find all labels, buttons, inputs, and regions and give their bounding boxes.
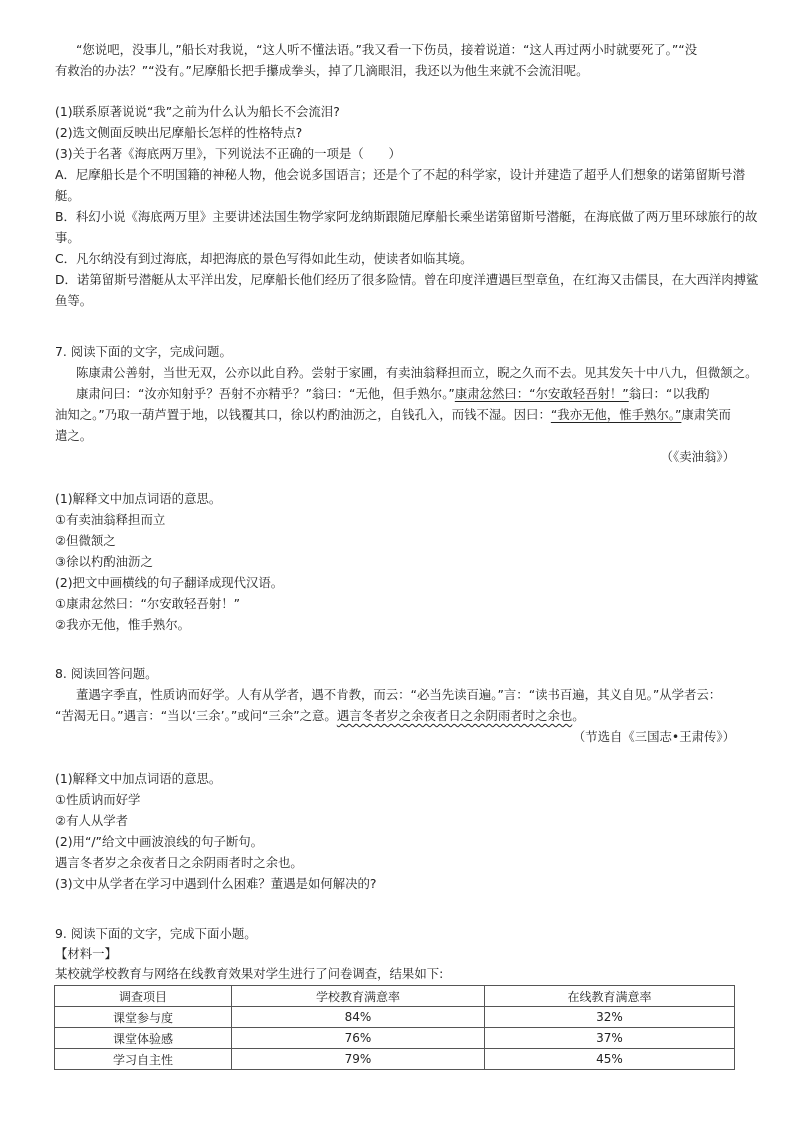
q9-heading: 9. 阅读下面的文字，完成下面小题。	[55, 926, 257, 941]
q8-wavy-sentence: 遇言冬者岁之余夜者日之余阴雨者时之余也	[336, 708, 573, 723]
q8-passage-2c: 。	[572, 708, 585, 723]
q6-option-a-cont: 艇。	[55, 188, 80, 203]
q6-question-3: (3)关于名著《海底两万里》，下列说法不正确的一项是（ ）	[55, 146, 401, 161]
q6-option-a: A．尼摩船长是个不明国籍的神秘人物，他会说多国语言；还是个了不起的科学家，设计并建造了超乎人们想象的诺第留斯号潜	[55, 167, 745, 182]
table-row	[55, 1007, 735, 1028]
table-cell: 37%	[485, 1028, 735, 1049]
table-cell: 课堂体验感	[55, 1028, 232, 1049]
q7-item-1: ①有卖油翁释担而立	[55, 512, 166, 527]
q8-source: （节选自《三国志•王肃传》）	[572, 729, 735, 744]
q7-underlined-sentence-1: 康肃忿然曰：“尔安敢轻吾射！”	[454, 386, 629, 401]
q7-passage-2a: 康肃问曰：“汝亦知射乎？吾射不亦精乎？”翁曰：“无他，但手熟尔。”	[76, 386, 455, 401]
q8-passage-line-1: 董遇字季直，性质讷而好学。人有从学者，遇不肯教，而云：“必当先读百遍。”言：“读书百遍，其义自见。”从学者云：	[76, 687, 722, 702]
q8-heading: 8. 阅读回答问题。	[55, 666, 158, 681]
q7-passage-line-2	[76, 384, 745, 404]
q7-item-2: ②但微颔之	[55, 533, 116, 548]
q7-passage-line-4: 遣之。	[55, 428, 93, 443]
q8-sentence-to-punctuate: 遇言冬者岁之余夜者日之余阴雨者时之余也。	[55, 855, 303, 870]
table-cell: 学习自主性	[55, 1049, 232, 1070]
table-cell: 32%	[485, 1007, 735, 1028]
q7-heading: 7. 阅读下面的文字，完成问题。	[55, 344, 232, 359]
q6-option-c: C．凡尔纳没有到过海底，却把海底的景色写得如此生动，使读者如临其境。	[55, 251, 473, 266]
q7-item-5: ②我亦无他，惟手熟尔。	[55, 617, 191, 632]
q8-question-1: (1)解释文中加点词语的意思。	[55, 771, 222, 786]
q6-option-b: B．科幻小说《海底两万里》主要讲述法国生物学家阿龙纳斯跟随尼摩船长乘坐诺第留斯号潜艇，在海底做了两万里环球旅行的故	[55, 209, 758, 224]
q7-item-3: ③徐以杓酌油沥之	[55, 554, 153, 569]
q9-material-label: 【材料一】	[55, 946, 117, 961]
table-cell: 79%	[232, 1049, 485, 1070]
q7-passage-3a: 油知之。”乃取一葫芦置于地，以钱覆其口，徐以杓酌油沥之，自钱孔入，而钱不湿。因曰：	[55, 407, 551, 422]
table-cell: 45%	[485, 1049, 735, 1070]
q6-passage-line-1: “您说吧，没事儿，”船长对我说，“这人听不懂法语。”我又看一下伤员，接着说道：“这人再过两小时就要死了。”“没	[76, 42, 698, 57]
q7-passage-3c: 康肃笑而	[681, 407, 731, 422]
q6-question-2: (2)选文侧面反映出尼摩船长怎样的性格特点?	[55, 125, 303, 140]
q6-option-d: D．诺第留斯号潜艇从太平洋出发，尼摩船长他们经历了很多险情。曾在印度洋遭遇巨型章鱼，在红海又击儒艮，在大西洋肉搏鲨	[55, 272, 759, 287]
q8-item-1: ①性质讷而好学	[55, 792, 141, 807]
survey-table	[54, 985, 735, 1070]
q8-question-3: (3)文中从学者在学习中遇到什么困难？董遇是如何解决的?	[55, 876, 377, 891]
table-header-cell: 调查项目	[55, 986, 232, 1007]
table-cell: 76%	[232, 1028, 485, 1049]
q8-question-2: (2)用“/”给文中画波浪线的句子断句。	[55, 834, 264, 849]
table-cell: 课堂参与度	[55, 1007, 232, 1028]
q8-item-2: ②有人从学者	[55, 813, 129, 828]
table-header-row	[55, 986, 735, 1007]
q7-item-4: ①康肃忿然曰：“尔安敢轻吾射！”	[55, 596, 241, 611]
table-cell: 84%	[232, 1007, 485, 1028]
q6-passage-line-2: 有救治的办法？”“没有。”尼摩船长把手攥成拳头，掉了几滴眼泪，我还以为他生来就不会流泪呢。	[55, 63, 589, 78]
q6-option-d-cont: 鱼等。	[55, 293, 93, 308]
q6-option-b-cont: 事。	[55, 230, 80, 245]
q7-source: （《卖油翁》）	[660, 449, 735, 464]
q7-passage-line-1: 陈康肃公善射，当世无双，公亦以此自矜。尝射于家圃，有卖油翁释担而立，睨之久而不去。见其发矢十中八九，但微颔之。	[76, 365, 758, 380]
q8-passage-line-2	[55, 706, 745, 726]
q7-passage-2c: 翁曰：“以我酌	[628, 386, 710, 401]
q7-underlined-sentence-2: “我亦无他，惟手熟尔。”	[550, 407, 682, 422]
q9-intro: 某校就学校教育与网络在线教育效果对学生进行了问卷调查，结果如下:	[55, 966, 444, 981]
table-header-cell: 在线教育满意率	[485, 986, 735, 1007]
q6-question-1: (1)联系原著说说“我”之前为什么认为船长不会流泪?	[55, 104, 340, 119]
table-row	[55, 1049, 735, 1070]
q7-passage-line-3	[55, 405, 745, 425]
table-row	[55, 1028, 735, 1049]
q7-question-2: (2)把文中画横线的句子翻译成现代汉语。	[55, 575, 284, 590]
q7-question-1: (1)解释文中加点词语的意思。	[55, 491, 222, 506]
q8-passage-2a: “苦渴无日。”遇言：“当以‘三余’。”或问“三余”之意。	[55, 708, 337, 723]
table-header-cell: 学校教育满意率	[232, 986, 485, 1007]
